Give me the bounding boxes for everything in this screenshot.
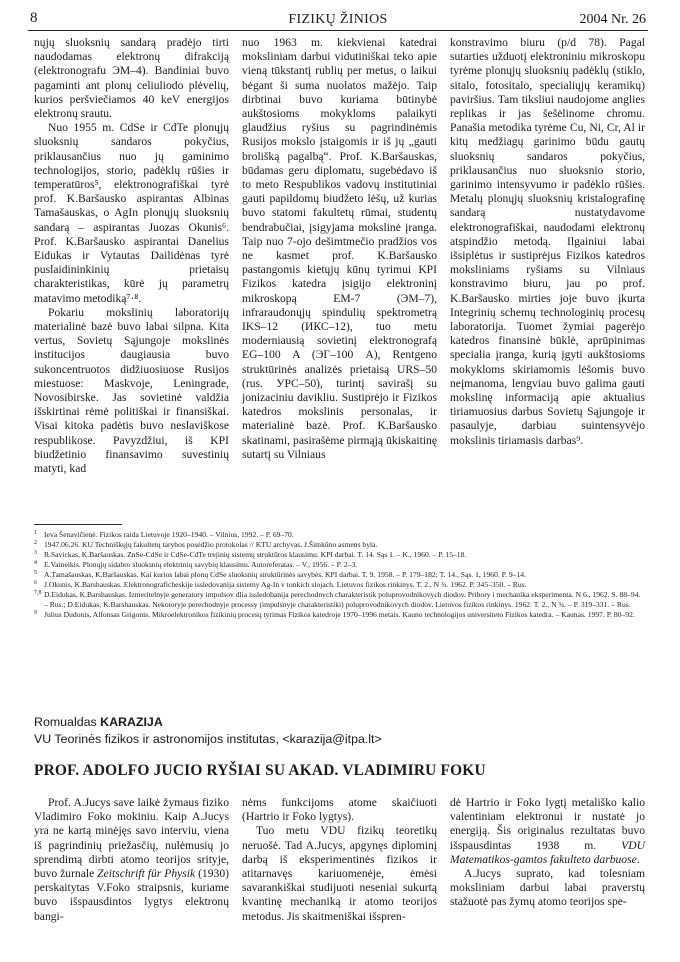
footnote (34, 560, 644, 570)
footnote-number: 1 (34, 530, 37, 536)
paragraph (450, 796, 645, 867)
paragraph: Nuo 1955 m. CdSe ir CdTe plonųjų sluoksnių sandaros pokyčius, priklausančius nuo jų gaminimo technologijos, storio, padėklų rūšies ir temperatūros⁵, elektronografiškai tyrė prof. K.Baršausko aspirantas Albinas Tamašauskas, o AgIn plonųjų sluoksnių sandarą – aspirantas Juozas Okunis⁶. Prof. K.Baršausko aspirantai Danelius Eidukas ir Vytautas Dailidėnas tyrė puslaidininkinių prietaisų charakteristikas, kūrė jų parametrų matavimo metodiką⁷·⁸. (34, 121, 229, 305)
footnote (34, 610, 644, 620)
author-affiliation: VU Teorinės fizikos ir astronomijos institutas, <karazija@itpa.lt> (34, 732, 382, 746)
paragraph: Pokariu mokslinių laboratorijų materialinė bazė buvo labai silpna. Kita vertus, Sovietų Sąjungoje mokslinės institucijos daugiausia buvo sukoncentruotos didžiuosiuose Rusijos miestuose: Maskvoje, Leningrade, Novosibirske. Jas sovietinė valdžia išskirtinai rėmė politiškai ir finansiškai. Visai kitoka padėtis buvo neslaviškose respublikose. Pavyzdžiui, iš KPI biudžetinio finansavimo suvestinių matyti, kad (34, 305, 229, 476)
text-run: (1930) perskaitytas V.Foko straipsnis, kuriame buvo išspausdintos lygtys elektronų bangi- (34, 867, 229, 923)
footnotes (34, 530, 644, 620)
footnote (34, 550, 644, 560)
footnote (34, 540, 644, 550)
running-header (30, 10, 646, 30)
footnote (34, 580, 644, 590)
journal-name: Zeitschrift für Physik (97, 867, 196, 881)
footnote-number: 4 (34, 560, 37, 566)
issue-label: 2004 Nr. 26 (579, 12, 646, 27)
footnote-number: 3 (34, 550, 37, 556)
paragraph: A.Jucys suprato, kad tolesniam moksliniam darbui labai praverstų stažuotė pas žymų atomo teorijos spe- (450, 867, 645, 909)
text-run: Prof. A.Jucys save laikė žymaus fiziko Vladimiro Foko mokiniu. Kaip A.Jucys yra ne kartą minėjęs savo interviu, viena iš pagrindinių priežasčių, nulėmusių jo sprendimą dirbti atomo teorijos srityje, buvo žurnale (34, 796, 229, 881)
footnote-text: Julius Dudonis, Alfonsas Grigonis. Mikroelektronikos fizikinių procesų tyrimas Fizikos katedroje 1970–1996 metais. Kauno technologijos universiteto Fizikos katedra. – Kaunas. 1997. P. 80–92. (44, 610, 635, 619)
author-first-name: Romualdas (34, 715, 101, 729)
footnote-text: A.Tamašauskas, K.Baršauskas. Kai kurios labai plonų CdSe sluoksnių struktūrinės savybės. KPI darbai. T. 9. 1958. – P. 179–182; T. 14., Sąs. 1, 1960. P. 9–14. (44, 570, 526, 579)
footnote-text: D.Eidukas, K.Barshauskas. Izmeritelnyje generatory impulsov dlia issledobanija perechodnych charakteristik poluprovodnikovych diodov. Pribory i mechanika eksperimenta. N 6., 1962. S. 88–94. – Rus.; D.Eidukas, K.Barshauskas. Nekotoryje perechodnyje processy (impulsnyje charakteristiki) poluprovodnikovych diodov. Lietuvos fizikos rinkinys. 1962. T. 2., N ¾. – P. 319–331. – Rus. (44, 590, 641, 609)
text-run: . (636, 852, 640, 866)
paragraph: nėms funkcijoms atome skaičiuoti (Hartrio ir Foko lygtys). (242, 796, 437, 824)
footnote-text: J.Okunis, K.Barshauskas. Elektronograficheskije issledovanija sistemy Ag-In v tonkich slojach. Lietuvos fizikos rinkinys. T. 2., N ¾. 1962. P. 345–350. – Rus. (44, 580, 527, 589)
footnote-text: E.Vaineikis. Plonųjų sidabro sluoksnių elektrinių savybių klausimu. Autoreferatas. – V., 1956. – P. 2–3. (44, 560, 358, 569)
journal-name: VDU Matematikos-gamtos fakulteto darbuose (450, 838, 645, 866)
footnote (34, 570, 644, 580)
footnote (34, 590, 644, 610)
paragraph: Tuo metu VDU fizikų teoretikų neruošė. Tad A.Jucys, apgynęs diplominį darbą iš eksperimentinės fizikos ir atitarnavęs kariuomenėje, ėmėsi savarankiškai studijuoti neseniai sukurtą kvantinę mechaniką ir atomo teorijos metodus. Jis skaitmeniškai išspren- (242, 824, 437, 923)
footnote-text: R.Savickas, K.Baršauskas. ZnSe-CdSe ir CdSe-CdTe trejinių sistemų struktūros klausimu. KPI darbai. T. 14. Sąs 1. – K., 1960. – P. 15–18. (44, 550, 467, 559)
footnote-divider (34, 524, 122, 525)
footnote-number: 2 (34, 540, 37, 546)
footnote-text: Ieva Šenavičienė. Fizikos raida Lietuvoje 1920–1940. – Vilnius, 1992. – P. 69–70. (44, 530, 294, 539)
header-divider (28, 30, 648, 31)
article-title: PROF. ADOLFO JUCIO RYŠIAI SU AKAD. VLADIMIRU FOKU (34, 762, 486, 779)
article1-column-1 (34, 36, 229, 476)
footnote-number: 7,8 (34, 590, 42, 596)
author-name (34, 714, 644, 731)
author-surname: KARAZIJA (100, 715, 163, 729)
footnote-number: 9 (34, 610, 37, 616)
paragraph (34, 796, 229, 924)
footnote-number: 5 (34, 570, 37, 576)
paragraph: konstravimo biuru (p/d 78). Pagal sutarties užduotį elektroniniu mikroskopu tyrėme plonųjų sluoksnių padėklų (stiklo, sitalo, fotositalo, specialiųjų keramikų) paviršius. Tam tiksliui naudojome anglies replikas ir jas šešėlinome chromu. Panašia metodika tyrėme Cu, Ni, Cr, Al ir kitų medžiagų garinimo būdu gautų sluoksnių sandaros pokyčius, priklausančius nuo sluoksnio storio, garinimo intensyvumo ir padėklo rūšies. Metalų plonųjų sluoksnių kristalografinę sandarą nustatydavome elektronografiškai, naudodami elektronų atspindžio metodą. Ilgainiui labai išsiplėtus ir sustiprėjus Fizikos katedros moksliniams ryšiams su Vilniaus konstravimo biuru, jau po prof. K.Baršausko mirties joje buvo įkurta Integrinių schemų technologinių procesų laboratorija. Tuomet žymiai pagerėjo katedros finansinė būklė, aprūpinimas specialia įranga, kurią įgyti aukštosioms mokykloms skiriamomis lėšomis buvo neįmanoma, lengviau buvo galima gauti mokslinę informaciją apie aktualius tiriamuosius darbus Sovietų Sąjungoje ir pasaulyje, darbiau suintensyvėjo mokslinis tiriamasis darbas⁹. (450, 36, 645, 447)
article2-column-2 (242, 796, 437, 924)
footnote (34, 530, 644, 540)
paragraph: nųjų sluoksnių sandarą pradėjo tirti naudodamas elektronų difrakciją (elektronografu ЭМ–4). Bandiniai buvo pagaminti ant plonų celiuliodo plėvelių, kurios peršviečiamos 40 keV energijos elektronų srautu. (34, 36, 229, 121)
page-number: 8 (30, 10, 38, 26)
article1-column-2 (242, 36, 437, 462)
article2-column-1 (34, 796, 229, 924)
paragraph: nuo 1963 m. kiekvienai katedrai moksliniam darbui vidutiniškai teko apie vieną tūkstantį rublių per metus, o laikui bėgant ši suma nuolatos mažėjo. Taip dirbtinai buvo kuriama būtinybė aukštosioms mokykloms palaikyti glaudžius ryšius su pagrindinėmis Rusijos mokslo įstaigomis ir iš jų „gauti brolišką pagalbą“. Prof. K.Baršauskas, būdamas geru diplomatu, sugebėdavo iš to meto Respublikos vadovų institutiniai gauti papildomų biudžeto lėšų, už kurias buvo statomi fakultetų rūmai, studentų bendrabučiai, įsigyjama mokslinė įranga. Taip nuo 7-ojo dešimtmečio pradžios vos ne kasmet prof. K.Baršausko pastangomis kietųjų kūnų tyrimui KPI Fizikos katedra įsigijo elektroninį mikroskopą EM-7 (ЭМ–7), infraraudonųjų spindulių spektrometrą IKS–12 (ИКС–12), tuo metu moderniausią sovietinį elektronografą EG–100 A (ЭГ–100 A), Rentgeno struktūrinės analizės prietaisą URS–50 (rus. УРС–50), turintį savirašį su jonizaciniu davikliu. Sustiprėjo ir Fizikos katedros mokslinis personalas, ir materialinė bazė. Prof. K.Baršausko skatinami, pasirašėme pirmąją ūkiskaitinę sutartį su Vilniaus (242, 36, 437, 461)
author-block (34, 714, 644, 748)
article1-column-3 (450, 36, 645, 448)
footnote-number: 6 (34, 580, 37, 586)
journal-title: FIZIKŲ ŽINIOS (288, 12, 388, 27)
article2-column-3 (450, 796, 645, 910)
footnote-text: 1947.06.26. KU Techniškųjų fakultetų tarybos posėdžio protokolas // KTU archyvas, J.Šimkūno asmens byla. (44, 540, 378, 549)
text-run: dė Hartrio ir Foko lygtį metališko kalio valentiniam elektronui ir nustatė jo energiją. Šis originalus rezultatas buvo išspausdintas 1938 m. (450, 796, 645, 852)
